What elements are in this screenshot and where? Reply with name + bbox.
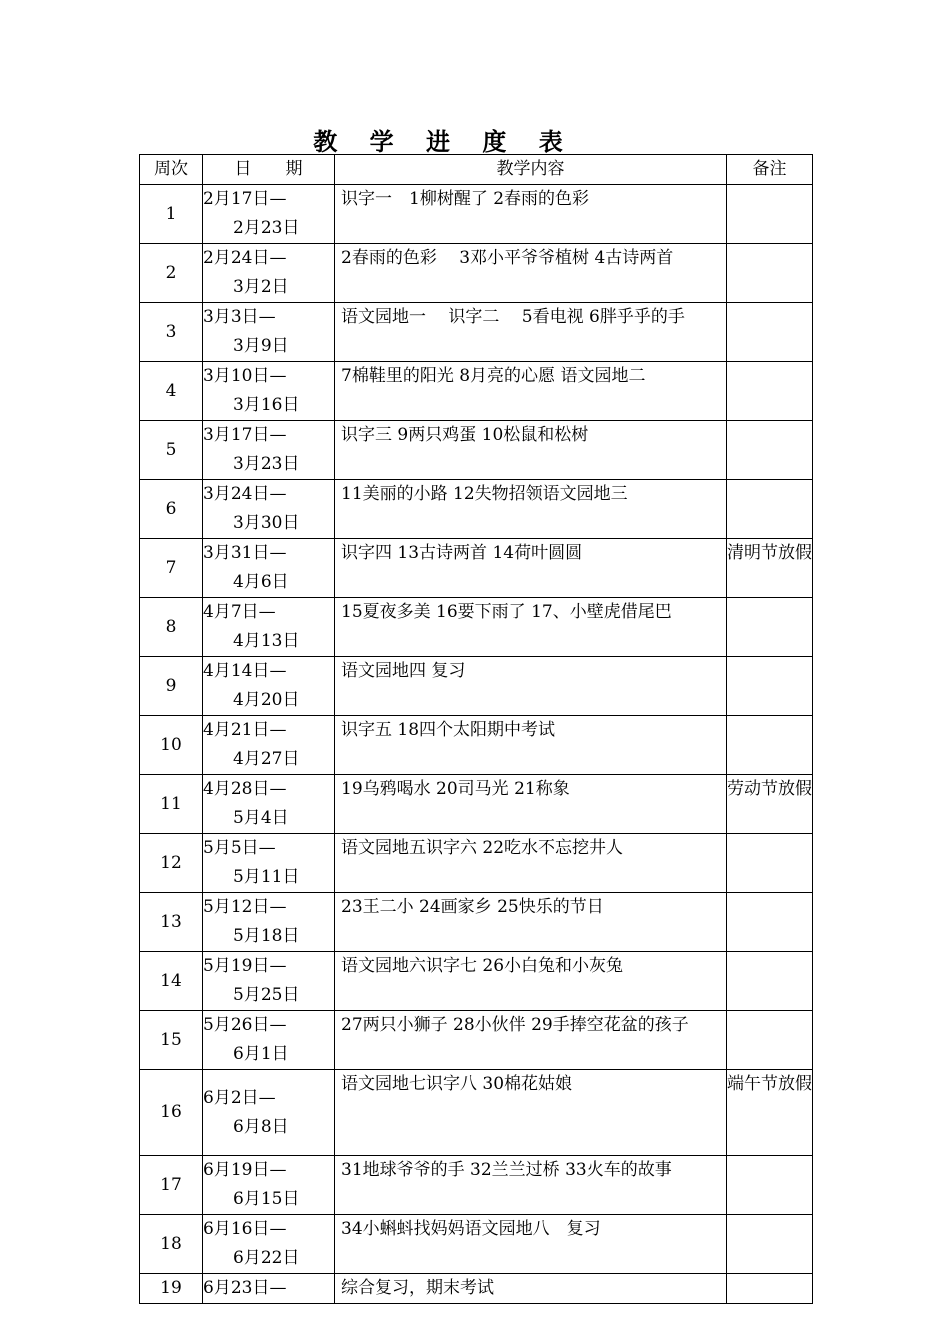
date-start: 2月24日— xyxy=(203,248,287,268)
date-cell xyxy=(203,834,335,893)
header-note: 备注 xyxy=(727,155,813,185)
date-end: 3月16日 xyxy=(233,395,300,415)
table-row xyxy=(140,1274,813,1304)
date-cell xyxy=(203,1011,335,1070)
week-cell: 17 xyxy=(140,1156,203,1215)
table-row xyxy=(140,362,813,421)
date-end: 5月4日 xyxy=(233,808,289,828)
note-cell xyxy=(727,952,813,1011)
date-end: 6月22日 xyxy=(233,1248,300,1268)
table-row xyxy=(140,657,813,716)
date-start: 5月12日— xyxy=(203,897,287,917)
date-cell xyxy=(203,185,335,244)
content-cell: 识字三 9两只鸡蛋 10松鼠和松树 xyxy=(335,421,727,480)
content-cell: 语文园地四 复习 xyxy=(335,657,727,716)
note-cell xyxy=(727,303,813,362)
date-end: 3月2日 xyxy=(233,277,289,297)
week-cell: 4 xyxy=(140,362,203,421)
date-start: 5月5日— xyxy=(203,838,276,858)
content-cell: 31地球爷爷的手 32兰兰过桥 33火车的故事 xyxy=(335,1156,727,1215)
content-cell: 34小蝌蚪找妈妈语文园地八 复习 xyxy=(335,1215,727,1274)
date-end: 3月30日 xyxy=(233,513,300,533)
date-end: 4月27日 xyxy=(233,749,300,769)
schedule-table xyxy=(139,154,813,1304)
date-end: 3月9日 xyxy=(233,336,289,356)
date-start: 3月17日— xyxy=(203,425,287,445)
date-cell xyxy=(203,421,335,480)
week-cell: 11 xyxy=(140,775,203,834)
week-cell: 12 xyxy=(140,834,203,893)
date-end: 4月20日 xyxy=(233,690,300,710)
content-cell: 23王二小 24画家乡 25快乐的节日 xyxy=(335,893,727,952)
note-cell: 劳动节放假 xyxy=(727,775,813,834)
week-cell: 8 xyxy=(140,598,203,657)
week-cell: 19 xyxy=(140,1274,203,1304)
date-start: 3月10日— xyxy=(203,366,287,386)
date-cell xyxy=(203,1215,335,1274)
content-cell: 7棉鞋里的阳光 8月亮的心愿 语文园地二 xyxy=(335,362,727,421)
content-cell: 语文园地五识字六 22吃水不忘挖井人 xyxy=(335,834,727,893)
date-cell xyxy=(203,775,335,834)
table-row xyxy=(140,539,813,598)
date-end: 5月18日 xyxy=(233,926,300,946)
table-row xyxy=(140,1011,813,1070)
date-end: 3月23日 xyxy=(233,454,300,474)
table-row xyxy=(140,893,813,952)
date-end: 5月25日 xyxy=(233,985,300,1005)
week-cell: 2 xyxy=(140,244,203,303)
table-row xyxy=(140,952,813,1011)
note-cell xyxy=(727,244,813,303)
week-cell: 13 xyxy=(140,893,203,952)
date-cell xyxy=(203,362,335,421)
week-cell: 16 xyxy=(140,1070,203,1156)
date-cell xyxy=(203,952,335,1011)
note-cell xyxy=(727,480,813,539)
date-start: 2月17日— xyxy=(203,189,287,209)
date-cell xyxy=(203,303,335,362)
date-start: 6月2日— xyxy=(203,1087,276,1108)
note-cell xyxy=(727,1274,813,1304)
note-cell xyxy=(727,1156,813,1215)
header-week: 周次 xyxy=(140,155,203,185)
table-row xyxy=(140,716,813,775)
date-end: 5月11日 xyxy=(233,867,300,887)
content-cell: 语文园地七识字八 30棉花姑娘 xyxy=(335,1070,727,1156)
note-cell xyxy=(727,716,813,775)
note-cell xyxy=(727,893,813,952)
note-cell: 清明节放假 xyxy=(727,539,813,598)
note-cell xyxy=(727,834,813,893)
week-cell: 9 xyxy=(140,657,203,716)
content-cell: 识字一 1柳树醒了 2春雨的色彩 xyxy=(335,185,727,244)
table-row xyxy=(140,834,813,893)
note-cell xyxy=(727,1215,813,1274)
note-cell xyxy=(727,421,813,480)
date-cell xyxy=(203,539,335,598)
note-cell xyxy=(727,598,813,657)
date-cell xyxy=(203,893,335,952)
content-cell: 识字四 13古诗两首 14荷叶圆圆 xyxy=(335,539,727,598)
page-title: 教 学 进 度 表 xyxy=(313,127,575,156)
note-cell xyxy=(727,185,813,244)
header-row xyxy=(140,155,813,185)
table-row xyxy=(140,185,813,244)
date-start: 5月19日— xyxy=(203,956,287,976)
date-end: 4月6日 xyxy=(233,572,289,592)
content-cell: 19乌鸦喝水 20司马光 21称象 xyxy=(335,775,727,834)
date-start: 6月16日— xyxy=(203,1219,287,1239)
note-cell xyxy=(727,657,813,716)
date-start: 4月28日— xyxy=(203,779,287,799)
date-end: 2月23日 xyxy=(233,218,300,238)
table-row xyxy=(140,598,813,657)
content-cell: 语文园地六识字七 26小白兔和小灰兔 xyxy=(335,952,727,1011)
content-cell: 语文园地一 识字二 5看电视 6胖乎乎的手 xyxy=(335,303,727,362)
content-cell: 2春雨的色彩 3邓小平爷爷植树 4古诗两首 xyxy=(335,244,727,303)
date-start: 5月26日— xyxy=(203,1015,287,1035)
date-cell xyxy=(203,1274,335,1304)
table-row xyxy=(140,1070,813,1156)
table-row xyxy=(140,1156,813,1215)
content-cell: 识字五 18四个太阳期中考试 xyxy=(335,716,727,775)
date-start: 4月14日— xyxy=(203,661,287,681)
date-end: 6月8日 xyxy=(233,1116,289,1137)
table-row xyxy=(140,244,813,303)
date-end: 4月13日 xyxy=(233,631,300,651)
date-cell xyxy=(203,244,335,303)
date-start: 3月24日— xyxy=(203,484,287,504)
date-cell xyxy=(203,1156,335,1215)
date-cell xyxy=(203,598,335,657)
week-cell: 15 xyxy=(140,1011,203,1070)
note-cell: 端午节放假 xyxy=(727,1070,813,1156)
note-cell xyxy=(727,362,813,421)
week-cell: 18 xyxy=(140,1215,203,1274)
date-start: 4月7日— xyxy=(203,602,276,622)
date-start: 6月23日— xyxy=(203,1278,287,1298)
table-row xyxy=(140,303,813,362)
week-cell: 1 xyxy=(140,185,203,244)
week-cell: 5 xyxy=(140,421,203,480)
date-start: 4月21日— xyxy=(203,720,287,740)
content-cell: 综合复习，期末考试 xyxy=(335,1274,727,1304)
content-cell: 15夏夜多美 16要下雨了 17、小壁虎借尾巴 xyxy=(335,598,727,657)
table-row xyxy=(140,421,813,480)
header-content: 教学内容 xyxy=(335,155,727,185)
date-cell xyxy=(203,716,335,775)
week-cell: 6 xyxy=(140,480,203,539)
header-date: 日 期 xyxy=(203,155,335,185)
date-start: 6月19日— xyxy=(203,1160,287,1180)
table-row xyxy=(140,480,813,539)
week-cell: 14 xyxy=(140,952,203,1011)
date-end: 6月15日 xyxy=(233,1189,300,1209)
week-cell: 7 xyxy=(140,539,203,598)
date-end: 6月1日 xyxy=(233,1044,289,1064)
content-cell: 27两只小狮子 28小伙伴 29手捧空花盆的孩子 xyxy=(335,1011,727,1070)
note-cell xyxy=(727,1011,813,1070)
date-cell xyxy=(203,1070,335,1156)
table-row xyxy=(140,775,813,834)
date-start: 3月31日— xyxy=(203,543,287,563)
content-cell: 11美丽的小路 12失物招领语文园地三 xyxy=(335,480,727,539)
date-cell xyxy=(203,480,335,539)
table-row xyxy=(140,1215,813,1274)
week-cell: 3 xyxy=(140,303,203,362)
week-cell: 10 xyxy=(140,716,203,775)
date-cell xyxy=(203,657,335,716)
date-start: 3月3日— xyxy=(203,307,276,327)
